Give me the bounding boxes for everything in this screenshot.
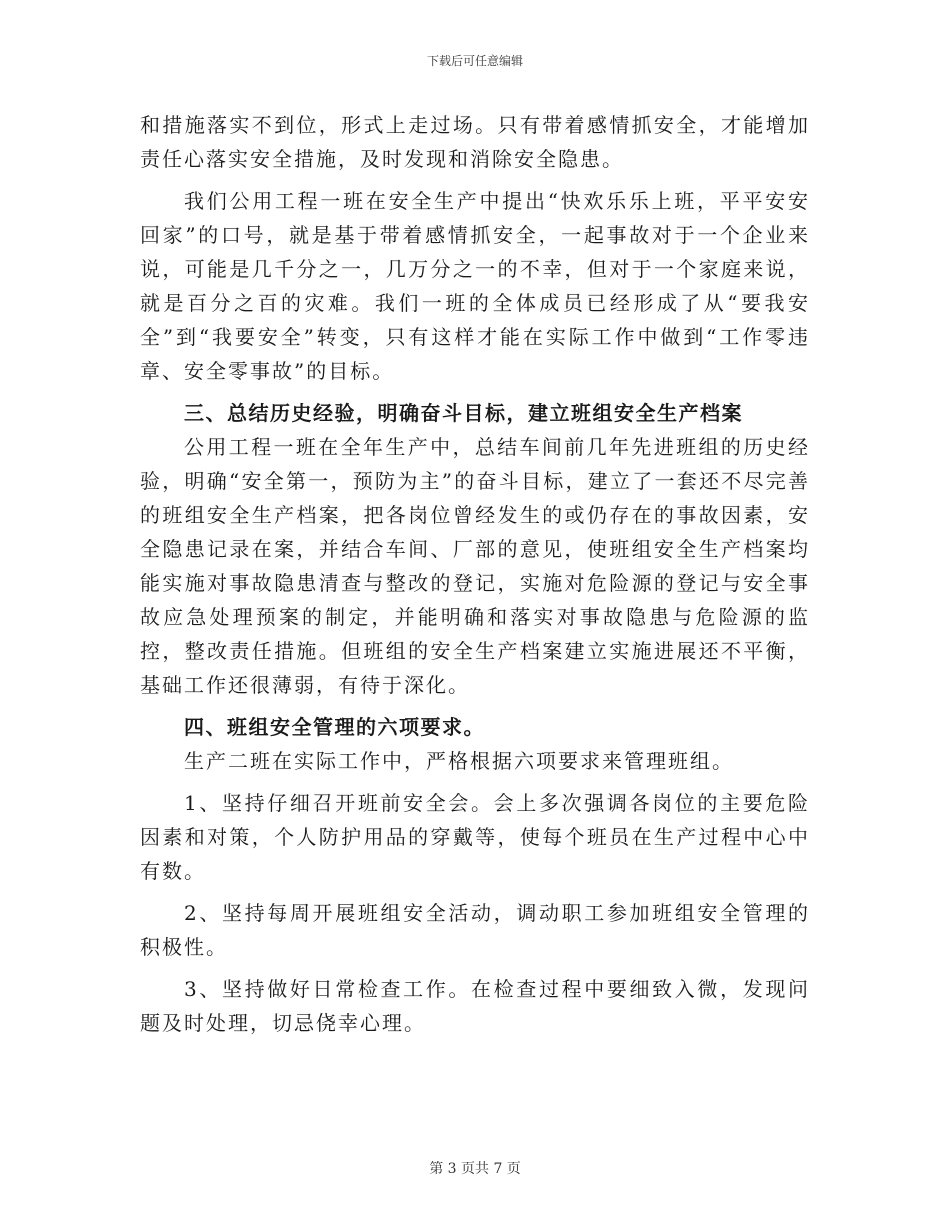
paragraph-slogan: 我们公用工程一班在安全生产中提出“快欢乐乐上班，平平安安回家”的口号，就是基于带着感情抓安全，一起事故对于一个企业来说，可能是几千分之一，几万分之一的不幸，但对于一个家庭来说，就是百分之百的灾难。我们一班的全体成员已经形成了从“要我安全”到“我要安全”转变，只有这样才能在实际工作中做到“工作零违章、安全零事故”的目标。 bbox=[140, 189, 810, 383]
page-header: 下载后可任意编辑 bbox=[426, 54, 523, 68]
section-heading-3: 三、总结历史经验，明确奋斗目标，建立班组安全生产档案 bbox=[184, 401, 743, 425]
section-heading-4: 四、班组安全管理的六项要求。 bbox=[184, 715, 485, 739]
page-number: 第 3 页共 7 页 bbox=[429, 1161, 521, 1177]
paragraph-six-requirements: 生产二班在实际工作中，严格根据六项要求来管理班组。 bbox=[184, 749, 734, 773]
paragraph-continued: 和措施落实不到位，形式上走过场。只有带着感情抓安全，才能增加责任心落实安全措施，及时发现和消除安全隐患。 bbox=[140, 113, 810, 171]
document-body bbox=[140, 108, 810, 1040]
list-item-2: 2、坚持每周开展班组安全活动，调动职工参加班组安全管理的积极性。 bbox=[140, 901, 810, 959]
paragraph-archive: 公用工程一班在全年生产中，总结车间前几年先进班组的历史经验，明确“安全第一，预防为主”的奋斗目标，建立了一套还不尽完善的班组安全生产档案，把各岗位曾经发生的或仍存在的事故因素，安全隐患记录在案，并结合车间、厂部的意见，使班组安全生产档案均能实施对事故隐患清查与整改的登记，实施对危险源的登记与安全事故应急处理预案的制定，并能明确和落实对事故隐患与危险源的监控，整改责任措施。但班组的安全生产档案建立实施进展还不平衡，基础工作还很薄弱，有待于深化。 bbox=[140, 435, 810, 697]
list-item-3: 3、坚持做好日常检查工作。在检查过程中要细致入微，发现问题及时处理，切忌侥幸心理。 bbox=[140, 977, 810, 1035]
list-item-1: 1、坚持仔细召开班前安全会。会上多次强调各岗位的主要危险因素和对策，个人防护用品的穿戴等，使每个班员在生产过程中心中有数。 bbox=[140, 791, 810, 883]
